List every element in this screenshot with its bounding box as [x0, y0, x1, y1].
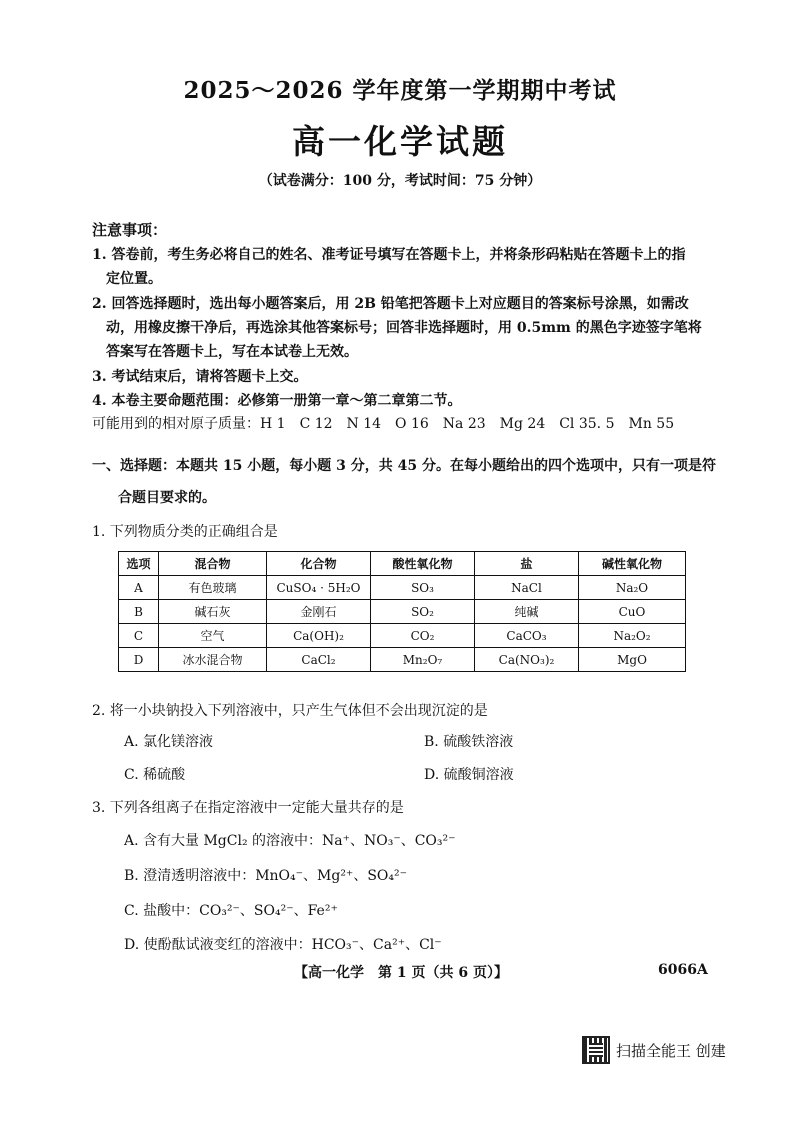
q3-option-d: D. 使酚酞试液变红的溶液中：HCO₃⁻、Ca²⁺、Cl⁻: [124, 937, 442, 953]
q3-stem: 3. 下列各组离子在指定溶液中一定能大量共存的是: [92, 800, 404, 816]
q1-stem: 1. 下列物质分类的正确组合是: [92, 524, 278, 540]
table-cell: NaCl: [475, 576, 579, 600]
q3-option-c: C. 盐酸中：CO₃²⁻、SO₄²⁻、Fe²⁺: [124, 903, 338, 919]
header-cell: 混合物: [159, 552, 267, 576]
note-2-line-2: 动，用橡皮擦干净后，再选涂其他答案标号；回答非选择题时，用 0.5mm 的黑色字迹签字笔将: [106, 320, 702, 336]
exam-title: 2025～2026 学年度第一学期期中考试: [183, 77, 617, 104]
table-cell: D: [119, 648, 159, 672]
note-1-line-1: 1. 答卷前，考生务必将自己的姓名、准考证号填写在答题卡上，并将条形码粘贴在答题卡上的指: [92, 247, 686, 263]
header-cell: 化合物: [267, 552, 371, 576]
table-header-row: [119, 552, 686, 576]
note-2-line-1: 2. 回答选择题时，选出每小题答案后，用 2B 铅笔把答题卡上对应题目的答案标号涂黑，如需改: [92, 296, 689, 312]
table-cell: CO₂: [371, 624, 475, 648]
table-cell: 冰水混合物: [159, 648, 267, 672]
q2-option-a: A. 氯化镁溶液: [124, 734, 214, 750]
table-cell: CaCO₃: [475, 624, 579, 648]
table-cell: Na₂O: [579, 576, 686, 600]
table-row: [119, 624, 686, 648]
table-row: [119, 648, 686, 672]
q2-stem: 2. 将一小块钠投入下列溶液中，只产生气体但不会出现沉淀的是: [92, 703, 488, 719]
page-footer: 【高一化学 第 1 页（共 6 页）】: [294, 965, 508, 981]
table-cell: Ca(NO₃)₂: [475, 648, 579, 672]
header-cell: 盐: [475, 552, 579, 576]
section1-intro-line-2: 合题目要求的。: [118, 490, 216, 506]
header-cell: 选项: [119, 552, 159, 576]
exam-info: （试卷满分：100 分，考试时间：75 分钟）: [258, 173, 542, 189]
table-cell: 空气: [159, 624, 267, 648]
header-cell: 酸性氧化物: [371, 552, 475, 576]
q2-option-d: D. 硫酸铜溶液: [424, 767, 514, 783]
table-cell: SO₃: [371, 576, 475, 600]
note-1-line-2: 定位置。: [106, 271, 162, 287]
subject-title: 高一化学试题: [292, 122, 508, 161]
table-cell: Ca(OH)₂: [267, 624, 371, 648]
paper-code: 6066A: [658, 962, 708, 978]
table-cell: Na₂O₂: [579, 624, 686, 648]
note-4: 4. 本卷主要命题范围：必修第一册第一章～第二章第二节。: [92, 393, 462, 409]
table-cell: C: [119, 624, 159, 648]
table-cell: B: [119, 600, 159, 624]
table-row: [119, 600, 686, 624]
table-cell: 碱石灰: [159, 600, 267, 624]
table-cell: MgO: [579, 648, 686, 672]
q2-option-b: B. 硫酸铁溶液: [424, 734, 514, 750]
section1-intro-line-1: 一、选择题：本题共 15 小题，每小题 3 分，共 45 分。在每小题给出的四个选项中，只有一项是符: [92, 458, 716, 474]
note-3: 3. 考试结束后，请将答题卡上交。: [92, 369, 308, 385]
qr-code-icon: [582, 1036, 610, 1064]
table-cell: CaCl₂: [267, 648, 371, 672]
scanner-watermark: 扫描全能王 创建: [616, 1042, 726, 1060]
table-cell: Mn₂O₇: [371, 648, 475, 672]
q3-option-a: A. 含有大量 MgCl₂ 的溶液中：Na⁺、NO₃⁻、CO₃²⁻: [124, 833, 456, 849]
header-cell: 碱性氧化物: [579, 552, 686, 576]
table-cell: 纯碱: [475, 600, 579, 624]
atomic-mass-line: 可能用到的相对原子质量：H 1 C 12 N 14 O 16 Na 23 Mg 24 Cl 35. 5 Mn 55: [92, 416, 675, 432]
table-cell: 有色玻璃: [159, 576, 267, 600]
table-cell: CuSO₄ · 5H₂O: [267, 576, 371, 600]
notes-heading: 注意事项：: [92, 221, 168, 239]
table-cell: CuO: [579, 600, 686, 624]
table-cell: SO₂: [371, 600, 475, 624]
note-2-line-3: 答案写在答题卡上，写在本试卷上无效。: [106, 344, 358, 360]
q3-option-b: B. 澄清透明溶液中：MnO₄⁻、Mg²⁺、SO₄²⁻: [124, 868, 408, 884]
table-cell: A: [119, 576, 159, 600]
table-row: [119, 576, 686, 600]
q2-option-c: C. 稀硫酸: [124, 767, 186, 783]
q1-classification-table: [118, 551, 686, 672]
table-cell: 金刚石: [267, 600, 371, 624]
